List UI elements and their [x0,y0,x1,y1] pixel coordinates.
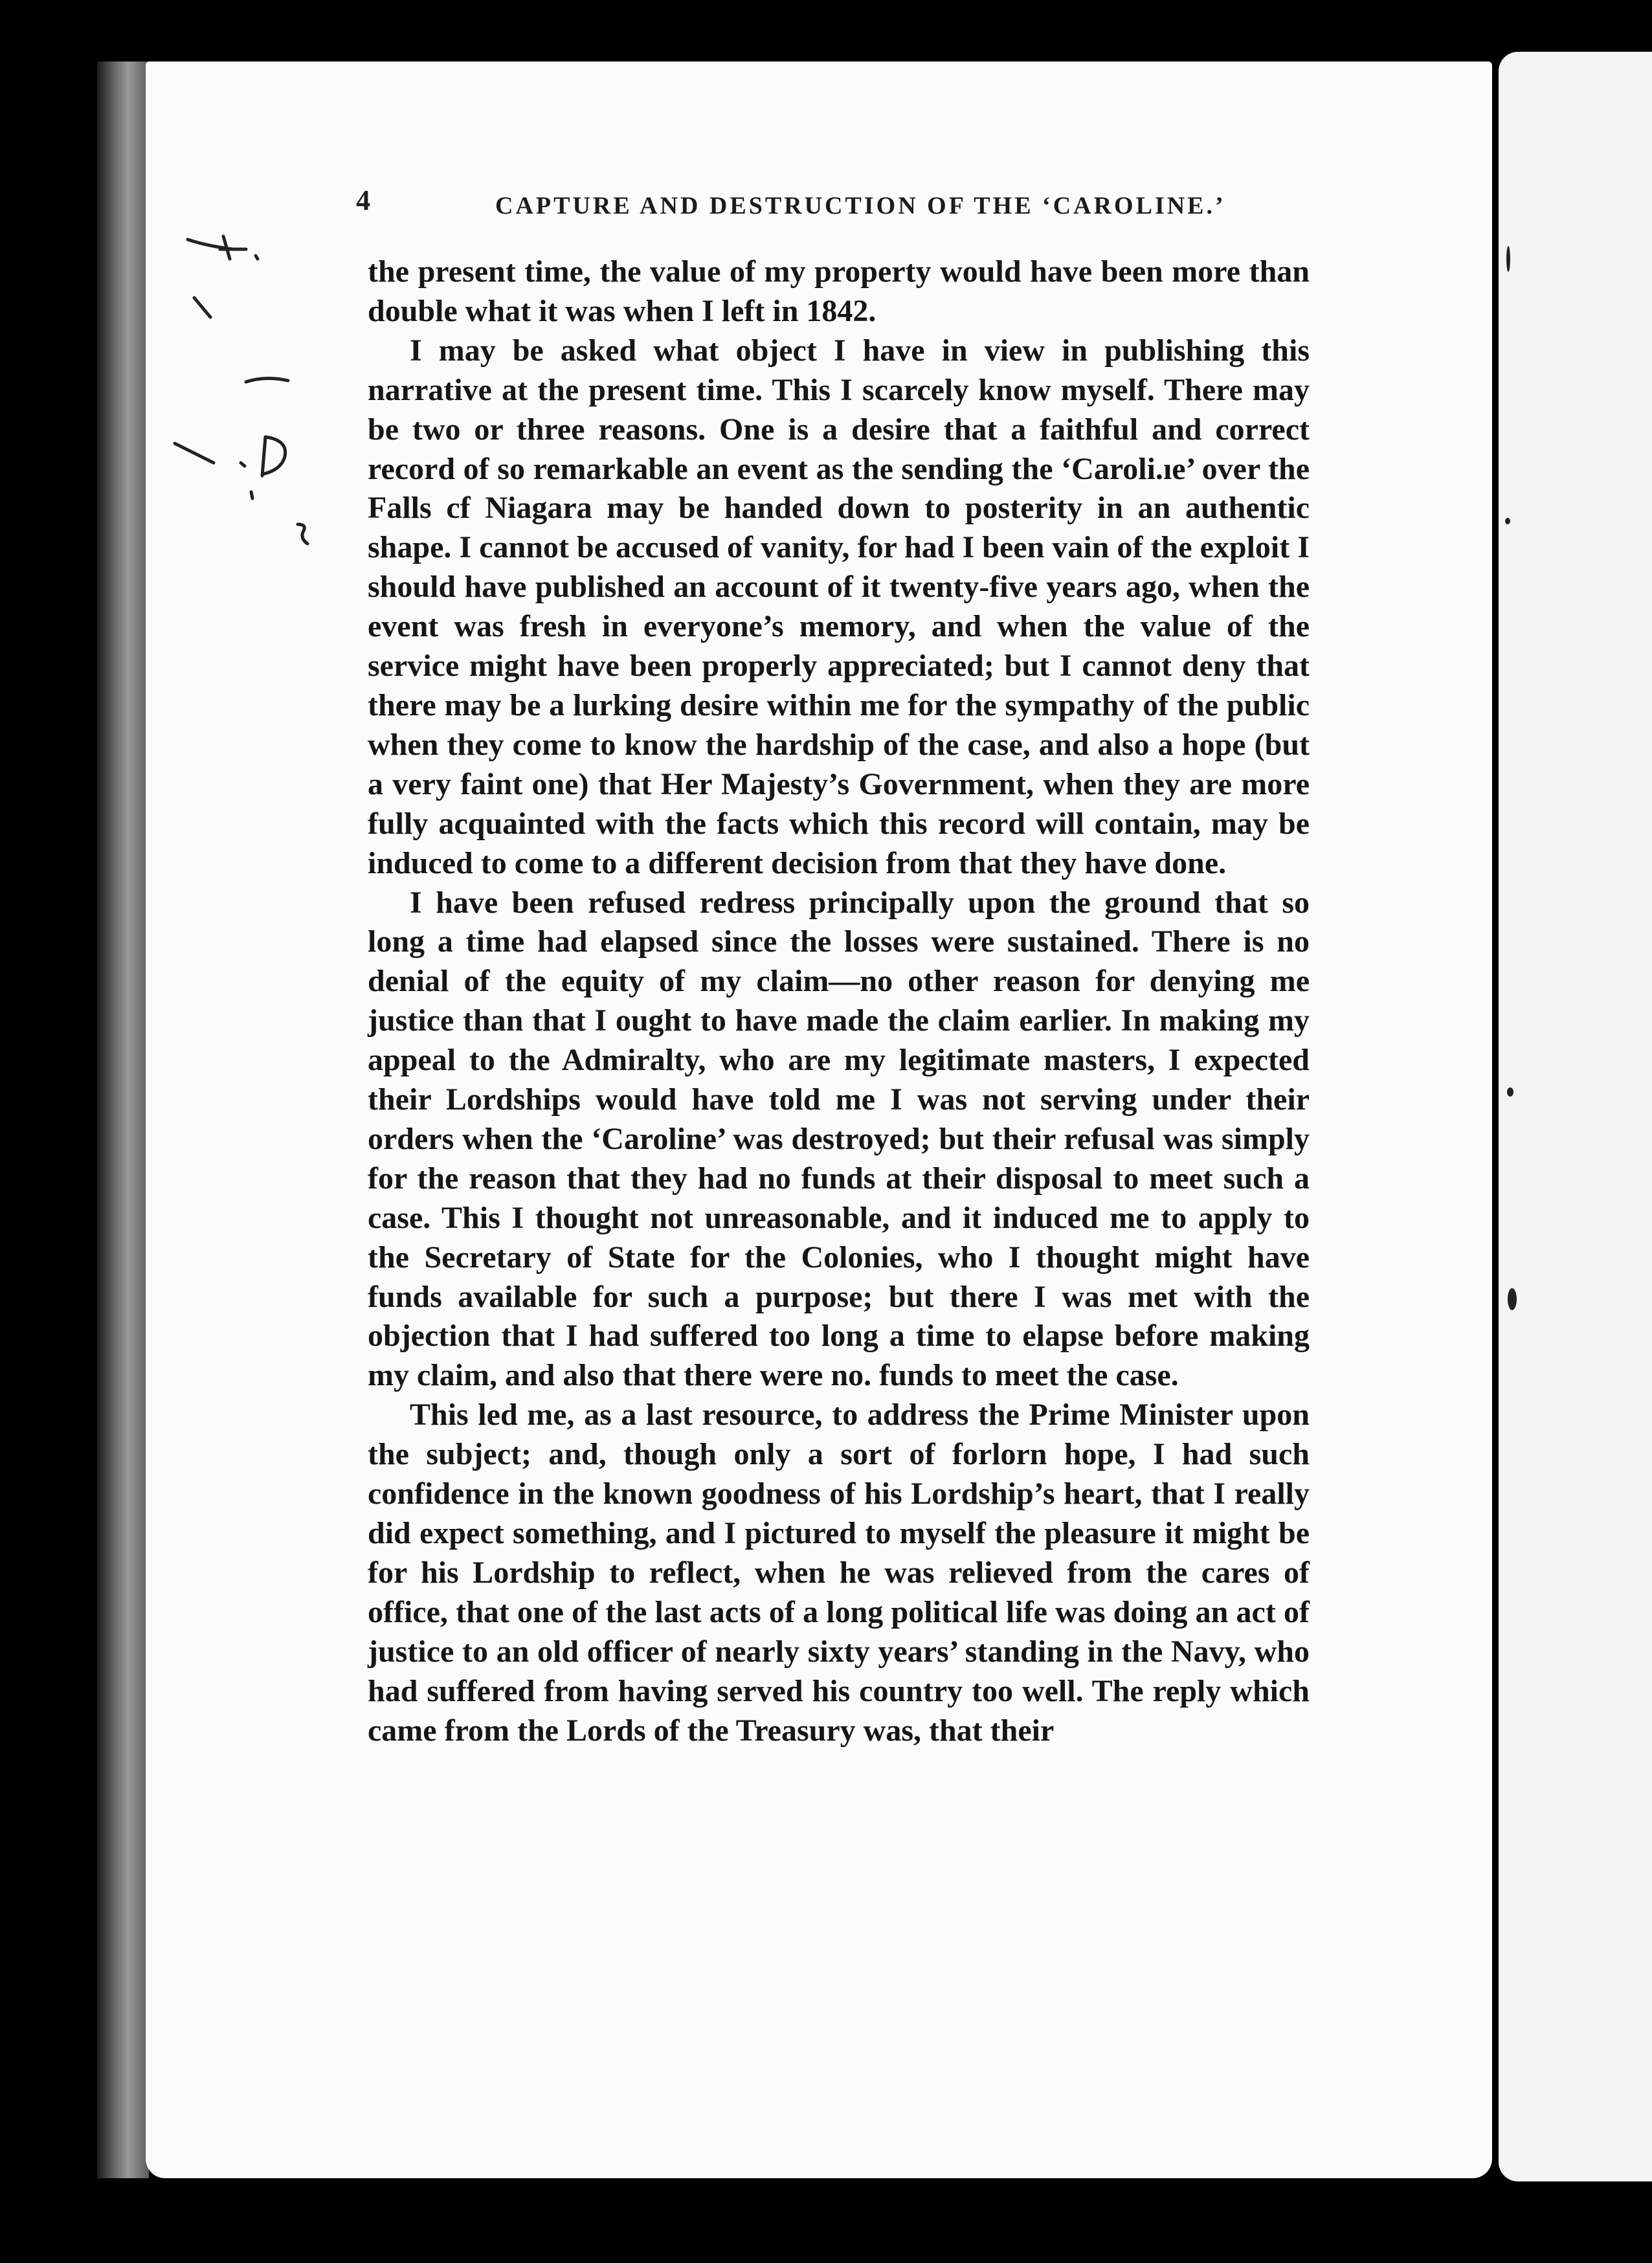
ink-speck [1508,1288,1517,1310]
ink-speck [1505,518,1510,524]
handwritten-margin-marks [168,220,337,583]
running-head-title: CAPTURE AND DESTRUCTION OF THE ‘CAROLINE.’ [495,192,1226,219]
paragraph: This led me, as a last resource, to address the Prime Minister upon the subject; and, though only a sort of forlorn hope, I had such confidence in the known goodness of his Lordship’s heart, that I really did expect something, and I pictured to myself the pleasure it might be for his Lordship to reflect, when he was relieved from the cares of office, that one of the last acts of a long political life was doing an act of justice to an old officer of nearly sixty years’ standing in the Navy, who had suffered from having served his country too well. The reply which came from the Lords of the Treasury was, that their [368,1398,1310,1748]
facing-page-edge [1499,52,1652,2181]
margin-pencil-marks-icon [168,220,337,583]
ink-speck [1507,1087,1513,1097]
paragraph: the present time, the value of my property would have been more than double what it was when I left in 1842. [368,254,1310,328]
body-text [368,252,1310,1750]
paragraph: I have been refused redress principally upon the ground that so long a time had elapsed since the losses were sustained. There is no denial of the equity of my claim—no other reason for denying me justice than that I ought to have made the claim earlier. In making my appeal to the Admiralty, who are my legitimate masters, I expected their Lordships would have told me I was not serving under their orders when the ‘Caroline’ was destroyed; but their refusal was simply for the reason that they had no funds at their disposal to meet such a case. This I thought not unreasonable, and it induced me to apply to the Secretary of State for the Colonies, who I thought might have funds available for such a purpose; but there I was met with the objection that I had suffered too long a time to elapse before making my claim, and also that there were no. funds to meet the case. [368,885,1310,1393]
book-spine [97,61,149,2178]
paragraph: I may be asked what object I have in view in publishing this narrative at the present time. This I scarcely know myself. There may be two or three reasons. One is a desire that a faithful and correct record of so remarkable an event as the sending the ‘Caroli.ıe’ over the Falls cf Niagara may be handed down to posterity in an authentic shape. I cannot be accused of vanity, for had I been vain of the exploit I should have published an account of it twenty-five years ago, when the event was fresh in everyone’s memory, and when the value of the service might have been properly appreciated; but I cannot deny that there may be a lurking desire within me for the sympathy of the public when they come to know the hardship of the case, and also a hope (but a very faint one) that Her Majesty’s Government, when they are more fully acquainted with the facts which this record will contain, may be induced to come to a different decision from that they have done. [368,333,1310,880]
page-number: 4 [356,184,370,216]
ink-speck [1506,246,1510,272]
